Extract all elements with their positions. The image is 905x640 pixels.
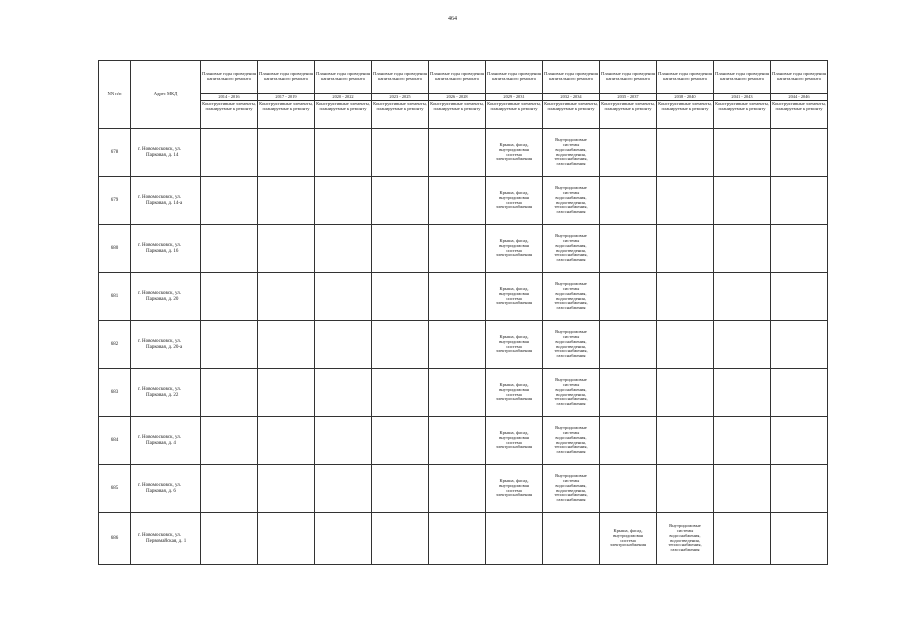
- period-cell: [771, 225, 828, 273]
- roof-facade-work: [600, 513, 657, 565]
- internal-systems-work: [543, 273, 600, 321]
- period-cell: [429, 369, 486, 417]
- address-line-street: Парковая, д. 4: [146, 440, 176, 446]
- row-number: 682: [99, 321, 131, 369]
- row-address: [131, 225, 201, 273]
- period-cell: [201, 369, 258, 417]
- roof-facade-work: [486, 273, 543, 321]
- period-cell: [201, 129, 258, 177]
- work-line: система: [506, 487, 522, 493]
- work-line: системы: [562, 189, 580, 195]
- header-period: 2014 - 2016: [201, 94, 258, 101]
- work-line: система: [506, 199, 522, 205]
- header-row-planned: [99, 61, 828, 94]
- work-line: внутридомовая: [499, 386, 529, 392]
- work-line: Крыша, фасад,: [499, 141, 529, 147]
- internal-systems-work: [543, 225, 600, 273]
- work-line: Крыша, фасад,: [499, 189, 529, 195]
- header-elements: Конструктивные элементы, планируемые к ремонту: [315, 101, 372, 129]
- period-cell: [429, 417, 486, 465]
- period-cell: [315, 225, 372, 273]
- period-cell: [714, 273, 771, 321]
- period-cell: [372, 417, 429, 465]
- work-line: теплоснабжения,: [554, 300, 588, 306]
- period-cell: [771, 369, 828, 417]
- row-address: [131, 321, 201, 369]
- period-cell: [714, 465, 771, 513]
- period-cell: [201, 513, 258, 565]
- header-elements: Конструктивные элементы, планируемые к ремонту: [714, 101, 771, 129]
- work-line: электроснабжения: [495, 348, 533, 354]
- period-cell: [372, 273, 429, 321]
- period-cell: [315, 177, 372, 225]
- period-cell: [771, 513, 828, 565]
- period-cell: [600, 369, 657, 417]
- period-cell: [429, 513, 486, 565]
- page-number: 464: [448, 16, 457, 22]
- work-line: системы: [562, 141, 580, 147]
- work-line: электроснабжения: [495, 252, 533, 258]
- address-line-street: Парковая, д. 20-а: [146, 344, 183, 350]
- work-line: электроснабжения: [495, 492, 533, 498]
- roof-facade-work: [486, 177, 543, 225]
- address-line-city: г. Новомосковск, ул.: [138, 435, 182, 441]
- work-line: системы: [676, 527, 694, 533]
- row-number: 680: [99, 225, 131, 273]
- table-row: [99, 273, 828, 321]
- row-address: [131, 273, 201, 321]
- work-line: газоснабжения: [556, 209, 586, 215]
- row-number: 684: [99, 417, 131, 465]
- period-cell: [714, 417, 771, 465]
- period-cell: [771, 273, 828, 321]
- period-cell: [429, 465, 486, 513]
- work-line: внутридомовая: [613, 532, 643, 538]
- work-line: газоснабжения: [556, 257, 586, 263]
- work-line: водоотведения,: [556, 199, 586, 205]
- work-line: теплоснабжения,: [554, 396, 588, 402]
- period-cell: [372, 465, 429, 513]
- period-cell: [657, 273, 714, 321]
- period-cell: [315, 321, 372, 369]
- work-line: Внутридомовые: [555, 329, 587, 335]
- header-elements: Конструктивные элементы, планируемые к ремонту: [486, 101, 543, 129]
- period-cell: [258, 417, 315, 465]
- work-line: электроснабжения: [495, 156, 533, 162]
- row-address: [131, 465, 201, 513]
- work-line: водоснабжения,: [555, 434, 587, 440]
- internal-systems-work: [543, 465, 600, 513]
- header-period: 2017 - 2019: [258, 94, 315, 101]
- work-line: система: [506, 343, 522, 349]
- work-line: системы: [562, 333, 580, 339]
- header-elements: Конструктивные элементы, планируемые к ремонту: [201, 101, 258, 129]
- row-address: [131, 129, 201, 177]
- header-period: 2032 - 2034: [543, 94, 600, 101]
- work-line: водоотведения,: [556, 487, 586, 493]
- work-line: Внутридомовые: [555, 281, 587, 287]
- period-cell: [315, 513, 372, 565]
- work-line: системы: [562, 237, 580, 243]
- work-line: системы: [562, 285, 580, 291]
- work-line: внутридомовая: [499, 194, 529, 200]
- address-line-street: Первомайская, д. 1: [146, 538, 187, 544]
- period-cell: [714, 321, 771, 369]
- address-line-street: Парковая, д. 14: [146, 152, 179, 158]
- table-row: [99, 129, 828, 177]
- row-address: [131, 513, 201, 565]
- period-cell: [600, 225, 657, 273]
- address-line-city: г. Новомосковск, ул.: [138, 533, 182, 539]
- work-line: газоснабжения: [556, 161, 586, 167]
- period-cell: [429, 273, 486, 321]
- work-line: системы: [562, 429, 580, 435]
- period-cell: [258, 369, 315, 417]
- period-cell: [771, 321, 828, 369]
- header-period: 2041 - 2043: [714, 94, 771, 101]
- period-cell: [315, 129, 372, 177]
- work-line: системы: [562, 477, 580, 483]
- period-cell: [201, 273, 258, 321]
- internal-systems-work: [543, 369, 600, 417]
- row-number: 681: [99, 273, 131, 321]
- period-cell: [714, 513, 771, 565]
- period-cell: [657, 225, 714, 273]
- period-cell: [258, 225, 315, 273]
- period-cell: [258, 273, 315, 321]
- header-planned-years: Плановые годы проведения капитального ремонта: [201, 61, 258, 94]
- work-line: газоснабжения: [556, 401, 586, 407]
- period-cell: [315, 369, 372, 417]
- period-cell: [771, 417, 828, 465]
- work-line: теплоснабжения,: [554, 252, 588, 258]
- table-row: [99, 177, 828, 225]
- header-elements: Конструктивные элементы, планируемые к ремонту: [543, 101, 600, 129]
- period-cell: [486, 513, 543, 565]
- work-line: водоснабжения,: [555, 146, 587, 152]
- period-cell: [714, 369, 771, 417]
- header-row-periods: [99, 94, 828, 101]
- period-cell: [657, 321, 714, 369]
- header-planned-years: Плановые годы проведения капитального ремонта: [543, 61, 600, 94]
- header-elements: Конструктивные элементы, планируемые к ремонту: [429, 101, 486, 129]
- header-planned-years: Плановые годы проведения капитального ремонта: [429, 61, 486, 94]
- header-address: Адрес МКД: [131, 61, 201, 129]
- period-cell: [771, 177, 828, 225]
- header-row-elements: [99, 101, 828, 129]
- header-period: 2023 - 2025: [372, 94, 429, 101]
- row-number: 686: [99, 513, 131, 565]
- table-row: [99, 417, 828, 465]
- work-line: водоснабжения,: [555, 386, 587, 392]
- period-cell: [372, 321, 429, 369]
- header-planned-years: Плановые годы проведения капитального ремонта: [258, 61, 315, 94]
- work-line: система: [506, 295, 522, 301]
- roof-facade-work: [486, 321, 543, 369]
- internal-systems-work: [543, 177, 600, 225]
- address-line-city: г. Новомосковск, ул.: [138, 339, 182, 345]
- roof-facade-work: [486, 129, 543, 177]
- work-line: системы: [562, 381, 580, 387]
- period-cell: [315, 273, 372, 321]
- work-line: система: [506, 247, 522, 253]
- work-line: внутридомовая: [499, 290, 529, 296]
- period-cell: [372, 513, 429, 565]
- work-line: внутридомовая: [499, 242, 529, 248]
- work-line: электроснабжения: [495, 444, 533, 450]
- table-row: [99, 369, 828, 417]
- row-address: [131, 177, 201, 225]
- work-line: газоснабжения: [556, 449, 586, 455]
- table-row: [99, 225, 828, 273]
- period-cell: [372, 369, 429, 417]
- work-line: система: [506, 391, 522, 397]
- repair-schedule-table: [98, 60, 828, 565]
- address-line-street: Парковая, д. 6: [146, 488, 176, 494]
- period-cell: [372, 129, 429, 177]
- address-line-city: г. Новомосковск, ул.: [138, 387, 182, 393]
- work-line: водоснабжения,: [555, 242, 587, 248]
- header-planned-years: Плановые годы проведения капитального ремонта: [657, 61, 714, 94]
- period-cell: [201, 417, 258, 465]
- internal-systems-work: [657, 513, 714, 565]
- work-line: водоотведения,: [556, 295, 586, 301]
- work-line: водоснабжения,: [669, 532, 701, 538]
- period-cell: [600, 465, 657, 513]
- period-cell: [258, 177, 315, 225]
- period-cell: [771, 465, 828, 513]
- work-line: теплоснабжения,: [554, 492, 588, 498]
- address-line-street: Парковая, д. 16: [146, 248, 179, 254]
- work-line: водоотведения,: [556, 439, 586, 445]
- table-row: [99, 321, 828, 369]
- work-line: Крыша, фасад,: [499, 429, 529, 435]
- address-line-street: Парковая, д. 20: [146, 296, 179, 302]
- work-line: Внутридомовые: [555, 233, 587, 239]
- work-line: Крыша, фасад,: [499, 381, 529, 387]
- work-line: внутридомовая: [499, 146, 529, 152]
- period-cell: [201, 225, 258, 273]
- address-line-city: г. Новомосковск, ул.: [138, 147, 182, 153]
- work-line: теплоснабжения,: [554, 348, 588, 354]
- header-elements: Конструктивные элементы, планируемые к ремонту: [771, 101, 828, 129]
- period-cell: [429, 321, 486, 369]
- header-elements: Конструктивные элементы, планируемые к ремонту: [372, 101, 429, 129]
- period-cell: [600, 321, 657, 369]
- work-line: газоснабжения: [556, 497, 586, 503]
- address-line-street: Парковая, д. 22: [146, 392, 179, 398]
- work-line: Крыша, фасад,: [499, 285, 529, 291]
- internal-systems-work: [543, 417, 600, 465]
- work-line: водоотведения,: [556, 151, 586, 157]
- work-line: водоснабжения,: [555, 290, 587, 296]
- work-line: теплоснабжения,: [668, 542, 702, 548]
- work-line: электроснабжения: [495, 396, 533, 402]
- period-cell: [714, 129, 771, 177]
- period-cell: [714, 177, 771, 225]
- work-line: теплоснабжения,: [554, 204, 588, 210]
- row-number: 679: [99, 177, 131, 225]
- work-line: водоотведения,: [670, 537, 700, 543]
- roof-facade-work: [486, 369, 543, 417]
- period-cell: [258, 129, 315, 177]
- roof-facade-work: [486, 417, 543, 465]
- period-cell: [714, 225, 771, 273]
- work-line: электроснабжения: [609, 542, 647, 548]
- work-line: водоотведения,: [556, 247, 586, 253]
- period-cell: [657, 129, 714, 177]
- work-line: водоснабжения,: [555, 338, 587, 344]
- work-line: водоотведения,: [556, 343, 586, 349]
- period-cell: [600, 417, 657, 465]
- work-line: водоснабжения,: [555, 482, 587, 488]
- period-cell: [201, 465, 258, 513]
- header-planned-years: Плановые годы проведения капитального ремонта: [486, 61, 543, 94]
- header-elements: Конструктивные элементы, планируемые к ремонту: [258, 101, 315, 129]
- work-line: внутридомовая: [499, 338, 529, 344]
- period-cell: [372, 225, 429, 273]
- address-line-street: Парковая, д. 14-а: [146, 200, 183, 206]
- header-planned-years: Плановые годы проведения капитального ремонта: [771, 61, 828, 94]
- internal-systems-work: [543, 129, 600, 177]
- period-cell: [600, 129, 657, 177]
- work-line: электроснабжения: [495, 204, 533, 210]
- address-line-city: г. Новомосковск, ул.: [138, 291, 182, 297]
- period-cell: [372, 177, 429, 225]
- internal-systems-work: [543, 321, 600, 369]
- row-address: [131, 417, 201, 465]
- header-period: 2029 - 2031: [486, 94, 543, 101]
- row-number: 678: [99, 129, 131, 177]
- period-cell: [657, 177, 714, 225]
- row-number: 683: [99, 369, 131, 417]
- header-period: 2038 - 2040: [657, 94, 714, 101]
- header-period: 2035 - 2037: [600, 94, 657, 101]
- header-period: 2026 - 2028: [429, 94, 486, 101]
- work-line: Крыша, фасад,: [613, 527, 643, 533]
- period-cell: [315, 465, 372, 513]
- work-line: теплоснабжения,: [554, 444, 588, 450]
- period-cell: [315, 417, 372, 465]
- work-line: внутридомовая: [499, 434, 529, 440]
- work-line: Внутридомовые: [555, 473, 587, 479]
- period-cell: [600, 177, 657, 225]
- address-line-city: г. Новомосковск, ул.: [138, 243, 182, 249]
- period-cell: [258, 465, 315, 513]
- work-line: Внутридомовые: [555, 425, 587, 431]
- work-line: Внутридомовые: [669, 523, 701, 529]
- work-line: система: [620, 537, 636, 543]
- work-line: газоснабжения: [556, 305, 586, 311]
- work-line: газоснабжения: [556, 353, 586, 359]
- period-cell: [543, 513, 600, 565]
- work-line: Внутридомовые: [555, 137, 587, 143]
- work-line: внутридомовая: [499, 482, 529, 488]
- table-row: [99, 513, 828, 565]
- header-period: 2020 - 2022: [315, 94, 372, 101]
- header-elements: Конструктивные элементы, планируемые к ремонту: [657, 101, 714, 129]
- work-line: Крыша, фасад,: [499, 237, 529, 243]
- address-line-city: г. Новомосковск, ул.: [138, 483, 182, 489]
- work-line: система: [506, 439, 522, 445]
- period-cell: [429, 225, 486, 273]
- roof-facade-work: [486, 465, 543, 513]
- period-cell: [600, 273, 657, 321]
- work-line: Внутридомовые: [555, 377, 587, 383]
- roof-facade-work: [486, 225, 543, 273]
- period-cell: [429, 129, 486, 177]
- period-cell: [657, 369, 714, 417]
- work-line: Внутридомовые: [555, 185, 587, 191]
- work-line: Крыша, фасад,: [499, 477, 529, 483]
- period-cell: [657, 417, 714, 465]
- work-line: водоснабжения,: [555, 194, 587, 200]
- row-number: 685: [99, 465, 131, 513]
- period-cell: [258, 321, 315, 369]
- header-planned-years: Плановые годы проведения капитального ремонта: [714, 61, 771, 94]
- header-number: NN п/п: [99, 61, 131, 129]
- period-cell: [771, 129, 828, 177]
- period-cell: [201, 177, 258, 225]
- address-line-city: г. Новомосковск, ул.: [138, 195, 182, 201]
- table-body: [99, 129, 828, 565]
- work-line: газоснабжения: [670, 547, 700, 553]
- work-line: теплоснабжения,: [554, 156, 588, 162]
- work-line: электроснабжения: [495, 300, 533, 306]
- work-line: система: [506, 151, 522, 157]
- period-cell: [657, 465, 714, 513]
- header-planned-years: Плановые годы проведения капитального ремонта: [600, 61, 657, 94]
- header-planned-years: Плановые годы проведения капитального ремонта: [315, 61, 372, 94]
- work-line: водоотведения,: [556, 391, 586, 397]
- work-line: Крыша, фасад,: [499, 333, 529, 339]
- header-period: 2044 - 2046: [771, 94, 828, 101]
- row-address: [131, 369, 201, 417]
- period-cell: [429, 177, 486, 225]
- header-elements: Конструктивные элементы, планируемые к ремонту: [600, 101, 657, 129]
- header-planned-years: Плановые годы проведения капитального ремонта: [372, 61, 429, 94]
- table-row: [99, 465, 828, 513]
- period-cell: [258, 513, 315, 565]
- period-cell: [201, 321, 258, 369]
